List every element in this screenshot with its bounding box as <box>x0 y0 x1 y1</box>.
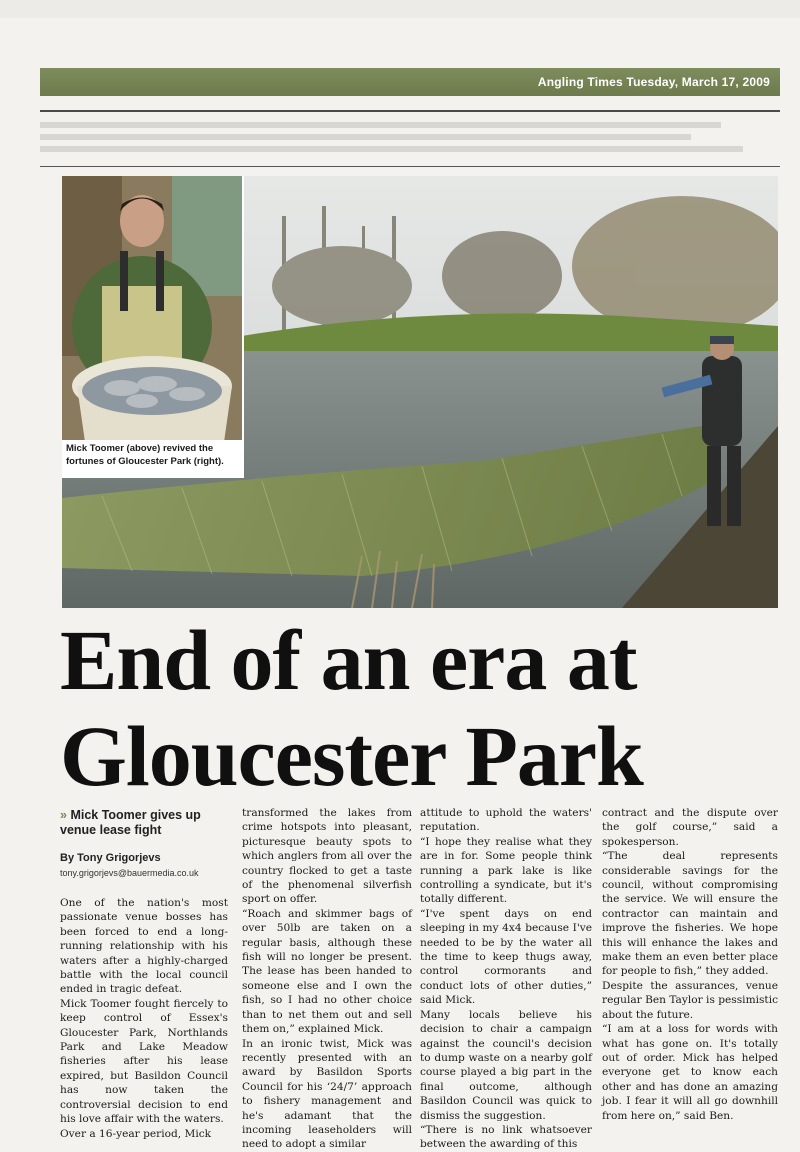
standfirst <box>60 808 228 838</box>
column-4 <box>602 806 778 1123</box>
paragraph: contract and the dispute over the golf course,” said a spokesperson. <box>602 807 778 848</box>
paragraph: “Roach and skimmer bags of over 50lb are taken on a regular basis, although these fish will no longer be present. The lease has been handed to someone else and I own the fish, so I had no other choice than to net them out and sell them on,” explained Mick. <box>242 907 412 1036</box>
paragraph: “There is no link whatsoever between the awarding of this <box>420 1123 592 1151</box>
chevron-marker-icon: » <box>60 808 67 822</box>
header-rule <box>40 110 780 112</box>
paragraph: Mick Toomer fought fiercely to keep control of Essex's Gloucester Park, Northlands Park and Lake Meadow fisheries after his lease expired, but Basildon Council has now taken the controversial decision to end his love affair with the waters. <box>60 997 228 1126</box>
author-email: tony.grigorjevs@bauermedia.co.uk <box>60 868 199 878</box>
publication-date: Angling Times Tuesday, March 17, 2009 <box>537 75 770 89</box>
photo-caption: Mick Toomer (above) revived the fortunes of Gloucester Park (right). <box>62 440 242 476</box>
paragraph: Despite the assurances, venue regular Ben Taylor is pessimistic about the future. <box>602 979 779 1021</box>
paragraph: Over a 16-year period, Mick <box>60 1127 212 1140</box>
portrait-photo <box>62 176 244 478</box>
paragraph: One of the nation's most passionate venue bosses has been forced to end a long-running relationship with his waters after a highly-charged battle with the local council ended in tragic defeat. <box>60 897 228 996</box>
headline: End of an era at Gloucester Park <box>60 612 643 804</box>
show-through-text <box>40 116 780 156</box>
paragraph: Many locals believe his decision to chair a campaign against the council's decision to dump waste on a nearby golf course played a big part in the final outcome, although Basildon Council was quick to dismiss the suggestion. <box>420 1008 592 1122</box>
paragraph: attitude to uphold the waters' reputation. <box>420 807 592 834</box>
page-edge <box>0 0 800 18</box>
paragraph: “The deal represents considerable savings for the council, without compromising the service. We will ensure the contractor can maintain and improve the fisheries. We hope this will enhance the lakes and make them an even better place for people to fish,” they added. <box>602 850 778 978</box>
standfirst-text: Mick Toomer gives up venue lease fight <box>60 808 201 837</box>
section-rule <box>40 166 780 167</box>
paragraph: “I've spent days on end sleeping in my 4x4 because I've needed to be by the water all the time to keep thugs away, control cormorants and conduct lots of other duties,” said Mick. <box>420 907 592 1007</box>
paragraph: “I am at a loss for words with what has gone on. It's totally out of order. Mick has helped everyone get to know each other and has done an amazing job. I fear it will all go downhill from here on,” said Ben. <box>602 1023 778 1122</box>
byline: By Tony Grigorjevs <box>60 852 161 864</box>
column-2 <box>242 806 412 1152</box>
column-1 <box>60 896 228 1141</box>
paragraph: transformed the lakes from crime hotspots into pleasant, picturesque beauty spots to which anglers from all over the country flocked to get a taste of the phenomenal silverfish sport on offer. <box>242 807 412 906</box>
paragraph: In an ironic twist, Mick was recently presented with an award by Basildon Sports Council for his ‘24/7’ approach to fishery management and he's adamant that the incoming leaseholders will need to adopt a similar <box>242 1037 412 1151</box>
column-3 <box>420 806 592 1152</box>
paragraph: “I hope they realise what they are in for. Some people think running a park lake is like controlling a syndicate, but it's totally different. <box>420 835 592 906</box>
